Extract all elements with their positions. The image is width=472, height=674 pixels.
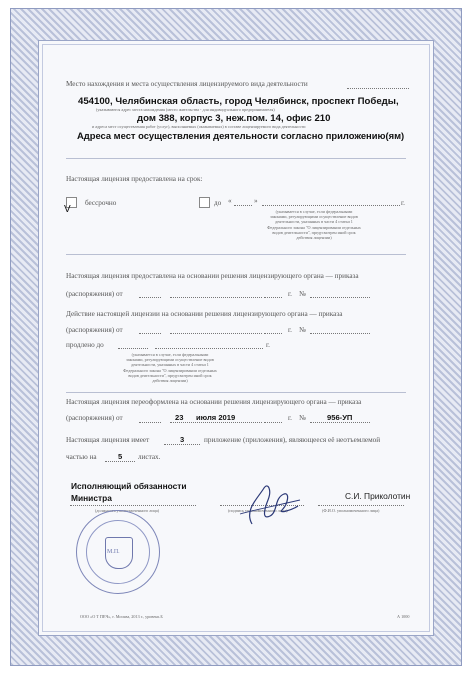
coat-of-arms-icon [105, 537, 133, 569]
extension-number-sign: № [299, 326, 306, 334]
separator [66, 158, 406, 159]
appendix-count: 3 [180, 435, 185, 444]
extension-year-line [264, 333, 282, 334]
separator [66, 392, 406, 393]
reissue-number-sign: № [299, 414, 306, 422]
signature-hint: (подпись уполномоченного лица) [228, 508, 288, 513]
extension-number-line [310, 333, 370, 334]
reissue-day: 23 [175, 413, 184, 422]
basis-line-1: Настоящая лицензия предоставлена на основании решения лицензирующего органа — приказа [66, 272, 359, 280]
month-line [262, 205, 400, 206]
reissue-line-2-prefix: (распоряжения) от [66, 414, 123, 422]
address-hint-2: и адреса мест осуществления работ (услуг), выполняемых (оказываемых) в составе лицензируемого вида деятельности [92, 124, 306, 129]
address-line-1: 454100, Челябинская область, город Челябинск, проспект Победы, [78, 96, 399, 107]
form-code: А 1000 [397, 614, 410, 619]
address-line-2: дом 388, корпус 3, неж.пом. 14, офис 210 [137, 113, 331, 124]
name-hint: (Ф.И.О. уполномоченного лица) [322, 508, 380, 513]
extension-year-suffix: г. [288, 326, 292, 334]
stamp-mark: М.П. [107, 549, 120, 555]
extension-note: (указывается в случае, если федеральными законами, регулирующими осуществление видов деятельности, указанных в части 4 статьи 1 Федерального закона "О лицензировании отдельных видов деятельности", предусмотрен иной срок действия лицензии) [123, 352, 217, 384]
signatory-title-line-2: Министра [71, 493, 112, 503]
basis-year-line [264, 297, 282, 298]
reissue-number-line [310, 422, 370, 423]
sheets-count: 5 [118, 452, 123, 461]
extended-month-line [155, 348, 263, 349]
location-caption: Место нахождения и места осуществления лицензируемого вида деятельности [66, 80, 308, 88]
basis-day-line [139, 297, 161, 298]
sheets-suffix: листах. [138, 453, 161, 461]
until-label: до [214, 199, 222, 207]
position-line [70, 505, 196, 506]
printer-info: ООО «О Т ПЕЧ», г. Москва, 2013 г., уровень Б [80, 614, 163, 619]
reissue-line-1: Настоящая лицензия переоформлена на основании решения лицензирующего органа — приказа [66, 398, 362, 406]
extended-year-suffix: г. [266, 341, 270, 349]
basis-line-2-prefix: (распоряжения) от [66, 290, 123, 298]
term-caption: Настоящая лицензия предоставлена на срок: [66, 175, 203, 183]
reissue-month-year: июля 2019 [196, 413, 236, 422]
extension-line-2-prefix: (распоряжения) от [66, 326, 123, 334]
extension-day-line [139, 333, 161, 334]
reissue-number: 956-УП [327, 413, 353, 422]
until-checkbox[interactable] [199, 197, 210, 208]
separator [66, 254, 406, 255]
activity-places-line: Адреса мест осуществления деятельности согласно приложению(ям) [77, 130, 405, 141]
signatory-title-line-1: Исполняющий обязанности [71, 481, 187, 491]
appendix-suffix: приложение (приложения), являющееся её неотъемлемой [204, 436, 381, 444]
basis-number-line [310, 297, 370, 298]
appendix-count-line [164, 444, 200, 445]
extension-line-1: Действие настоящей лицензии на основании решения лицензирующего органа — приказа [66, 310, 343, 318]
location-caption-line [347, 88, 409, 89]
extension-month-line [170, 333, 262, 334]
term-note: (указывается в случае, если федеральными законами, регулирующими осуществление видов деятельности, указанных в части 4 статьи 1 Федерального закона "О лицензировании отдельных видов деятельности", предусмотрен иной срок действия лицензии) [267, 209, 361, 241]
signatory-name: С.И. Приколотин [345, 491, 411, 501]
extended-until-label: продлено до [66, 341, 104, 349]
reissue-month-line [170, 422, 262, 423]
term-year-suffix: г. [401, 199, 405, 207]
indefinite-label: бессрочно [85, 199, 117, 207]
reissue-year-suffix: г. [288, 414, 292, 422]
quote-open: « [228, 197, 232, 205]
appendix-part-prefix: частью на [66, 453, 97, 461]
basis-month-line [170, 297, 262, 298]
reissue-year-line [264, 422, 282, 423]
day-line [234, 205, 252, 206]
address-hint-1: (указываются адрес места нахождения (место жительства - для индивидуального предпринимателя) [96, 107, 275, 112]
extended-day-line [118, 348, 148, 349]
reissue-day-line [139, 422, 161, 423]
quote-close: » [254, 197, 258, 205]
basis-year-suffix: г. [288, 290, 292, 298]
basis-number-sign: № [299, 290, 306, 298]
sheets-line [105, 461, 135, 462]
official-seal [76, 510, 160, 594]
handwritten-signature [234, 480, 304, 528]
position-hint: (должность уполномоченного лица) [95, 508, 160, 513]
name-line [318, 505, 404, 506]
appendix-prefix: Настоящая лицензия имеет [66, 436, 150, 444]
indefinite-checkmark: V [64, 204, 71, 215]
